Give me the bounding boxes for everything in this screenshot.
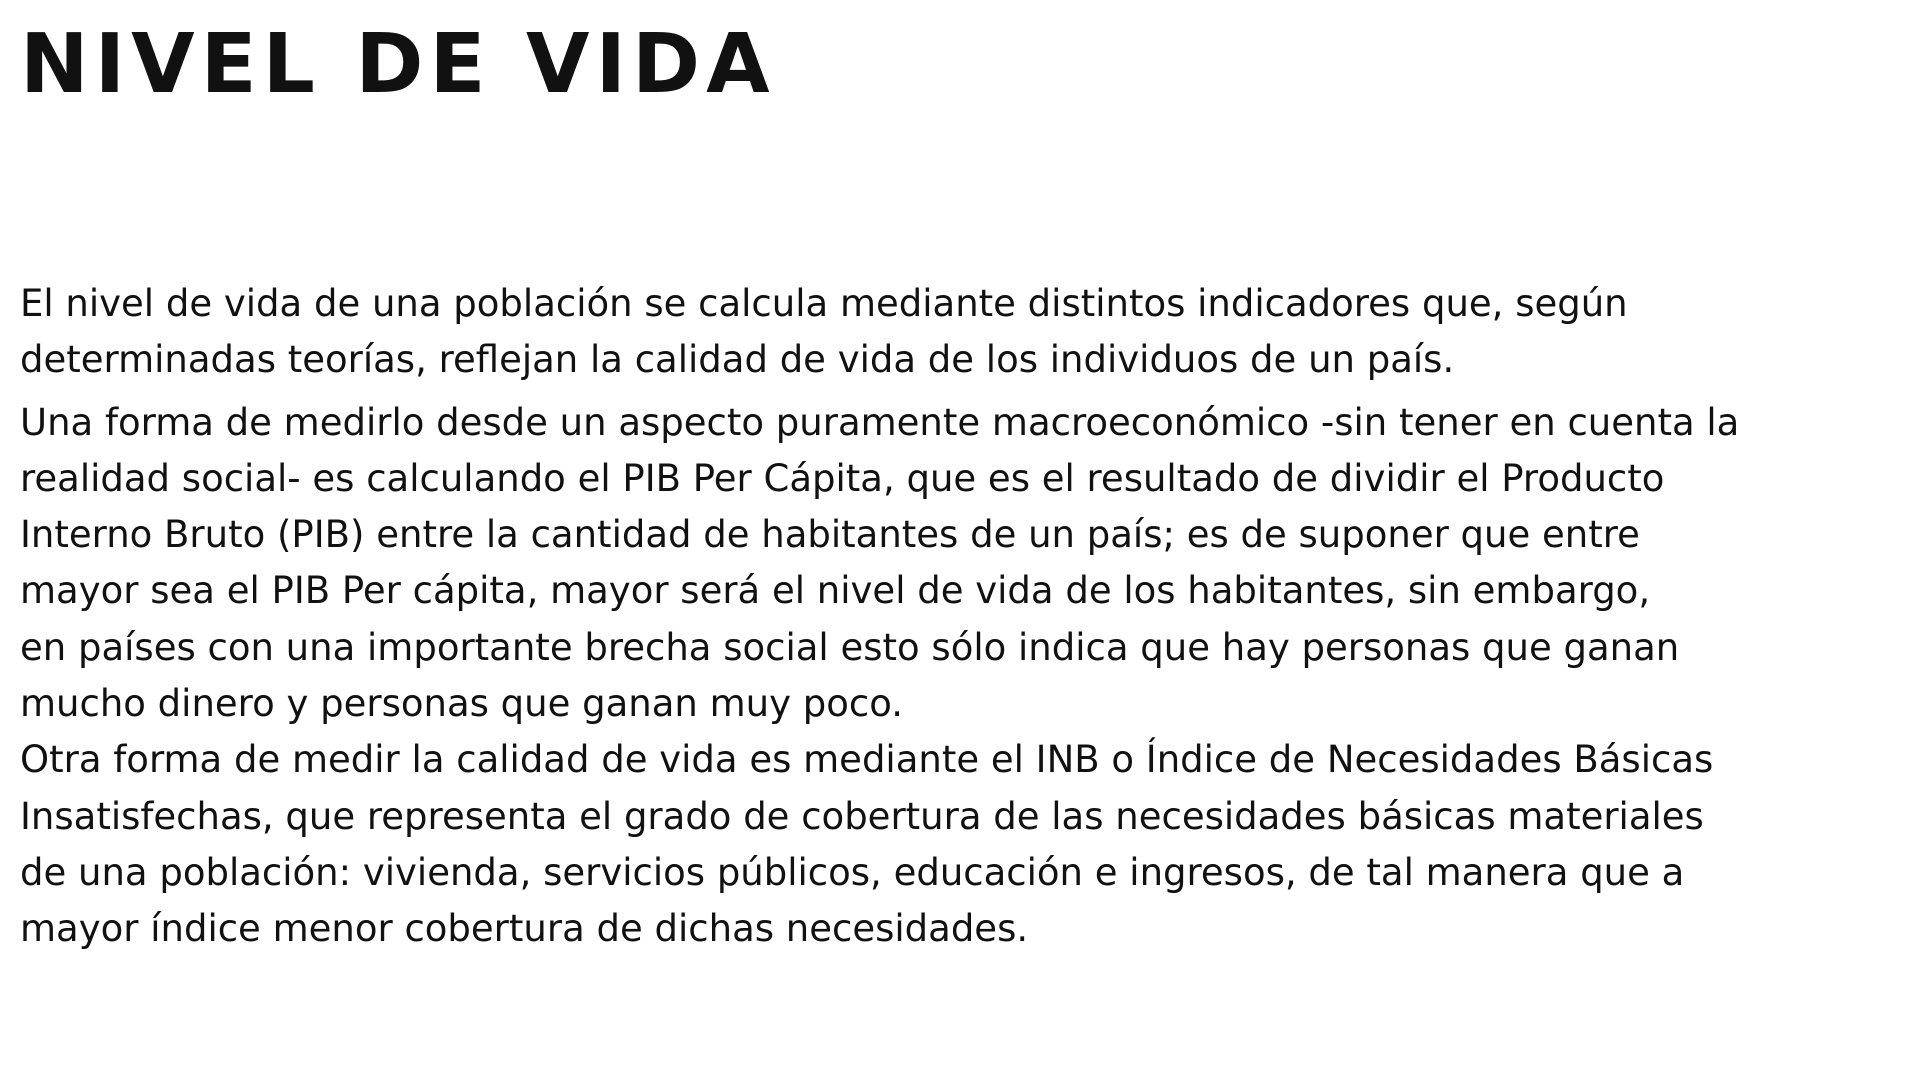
- text-line: mucho dinero y personas que ganan muy poco.: [20, 682, 903, 726]
- text-line: realidad social- es calculando el PIB Per Cápita, que es el resultado de dividir el Producto: [20, 456, 1665, 500]
- text-line: en países con una importante brecha social esto sólo indica que hay personas que ganan: [20, 625, 1680, 669]
- paragraph-1: [20, 276, 1920, 389]
- slide-body: [20, 276, 1920, 958]
- text-line: mayor índice menor cobertura de dichas necesidades.: [20, 907, 1029, 951]
- slide-title: NIVEL DE VIDA: [20, 17, 776, 112]
- text-line: Insatisfechas, que representa el grado de cobertura de las necesidades básicas materiales: [20, 794, 1704, 838]
- paragraph-3: [20, 732, 1920, 957]
- text-line: de una población: vivienda, servicios públicos, educación e ingresos, de tal manera que a: [20, 850, 1685, 894]
- text-line: Otra forma de medir la calidad de vida es mediante el INB o Índice de Necesidades Básicas: [20, 738, 1714, 782]
- text-line: El nivel de vida de una población se calcula mediante distintos indicadores que, según: [20, 282, 1628, 325]
- text-line: Una forma de medirlo desde un aspecto puramente macroeconómico -sin tener en cuenta la: [20, 400, 1740, 444]
- text-line: mayor sea el PIB Per cápita, mayor será el nivel de vida de los habitantes, sin embargo,: [20, 569, 1651, 613]
- text-line: determinadas teorías, reflejan la calidad de vida de los individuos de un país.: [20, 338, 1455, 382]
- text-line: Interno Bruto (PIB) entre la cantidad de habitantes de un país; es de suponer que entre: [20, 513, 1640, 557]
- paragraph-2: [20, 395, 1920, 733]
